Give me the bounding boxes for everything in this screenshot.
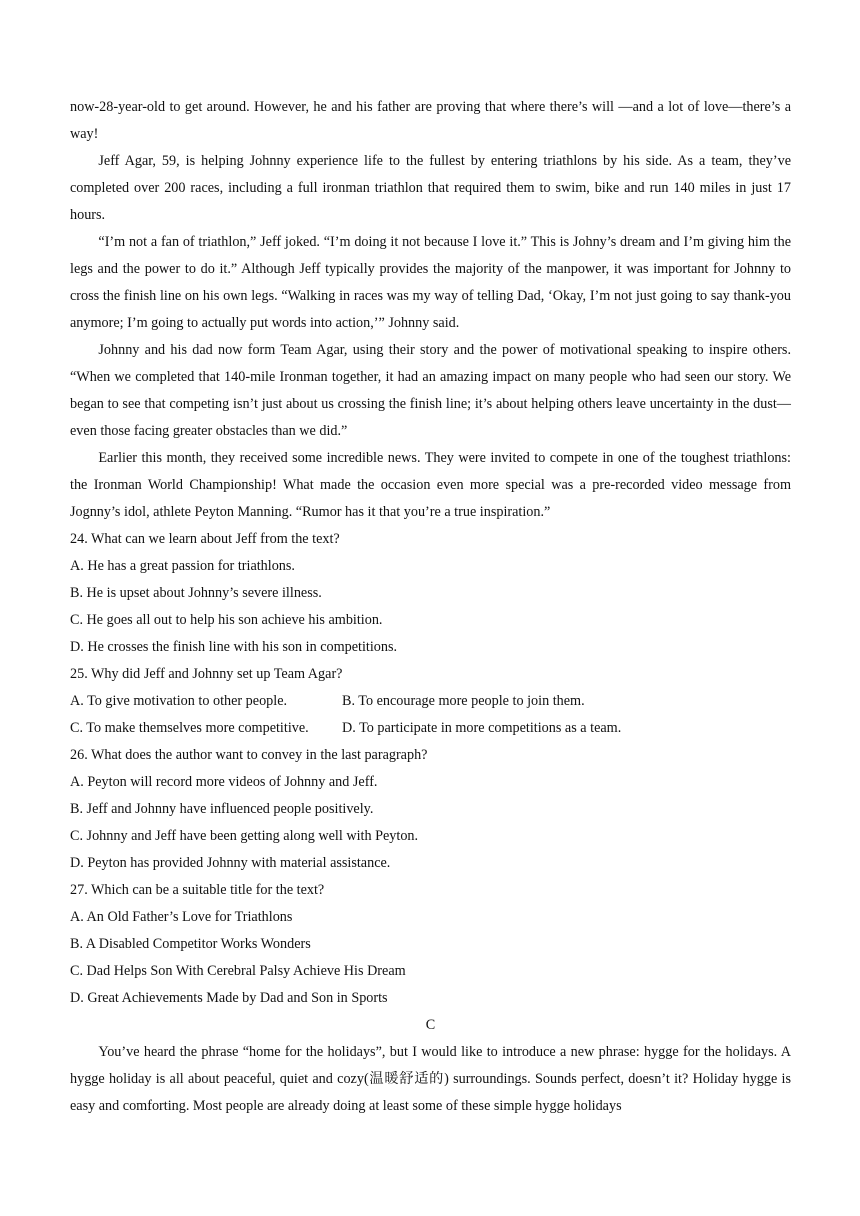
passage-b-paragraph-2: Jeff Agar, 59, is helping Johnny experience life to the fullest by entering triathlons by his side. As a team, they’ve completed over 200 races, including a full ironman triathlon that required them to swim, bike and run 140 miles in just 17 hours. [70, 153, 791, 223]
option-a: A. He has a great passion for triathlons. [70, 558, 295, 574]
option-d: D. He crosses the finish line with his son in competitions. [70, 639, 398, 655]
option-c: C. He goes all out to help his son achieve his ambition. [70, 612, 383, 628]
document-page [70, 94, 791, 1120]
option-d: D. Great Achievements Made by Dad and Son in Sports [70, 990, 388, 1006]
question-27 [70, 877, 791, 1012]
option-c: C. Johnny and Jeff have been getting along well with Peyton. [70, 828, 419, 844]
passage-b-paragraph-5: Earlier this month, they received some incredible news. They were invited to compete in one of the toughest triathlons: the Ironman World Championship! What made the occasion even more special was a pre-recorded video message from Jognny’s idol, athlete Peyton Manning. “Rumor has it that you’re a true inspiration.” [70, 450, 791, 520]
option-b: B. To encourage more people to join them. [342, 693, 585, 709]
passage-b-paragraph-4: Johnny and his dad now form Team Agar, using their story and the power of motivational speaking to inspire others. “When we completed that 140-mile Ironman together, it had an amazing impact on many people who had seen our story. We began to see that competing isn’t just about us crossing the finish line; it’s about helping others leave uncertainty in the dust—even those facing greater obstacles than we did.” [70, 342, 791, 439]
question-24 [70, 526, 791, 661]
question-stem: 27. Which can be a suitable title for the text? [70, 882, 325, 898]
passage-b-paragraph-1: now-28-year-old to get around. However, he and his father are proving that where there’s will —and a lot of love—there’s a way! [70, 99, 791, 142]
passage-c-paragraph-1: You’ve heard the phrase “home for the holidays”, but I would like to introduce a new phrase: hygge for the holidays. A hygge holiday is all about peaceful, quiet and cozy(温暖舒适的) surroundings. Sounds perfect, doesn’t it? Holiday hygge is easy and comforting. Most people are already doing at least some of these simple hygge holidays [70, 1044, 791, 1114]
question-26 [70, 742, 791, 877]
option-row [70, 688, 791, 715]
option-b: B. A Disabled Competitor Works Wonders [70, 936, 311, 952]
question-stem: 25. Why did Jeff and Johnny set up Team Agar? [70, 666, 343, 682]
section-letter: C [425, 1017, 436, 1033]
passage-b-paragraph-3: “I’m not a fan of triathlon,” Jeff joked. “I’m doing it not because I love it.” This is Johny’s dream and I’m giving him the legs and the power to do it.” Although Jeff typically provides the majority of the manpower, it was important for Johnny to cross the finish line on his own legs. “Walking in races was my way of telling Dad, ‘Okay, I’m not just going to say thank-you anymore; I’m going to actually put words into action,’” Johnny said. [70, 234, 791, 331]
question-stem: 26. What does the author want to convey in the last paragraph? [70, 747, 428, 763]
option-a: A. To give motivation to other people. [70, 693, 288, 709]
question-25 [70, 661, 791, 742]
option-d: D. Peyton has provided Johnny with material assistance. [70, 855, 391, 871]
passage-c [70, 1012, 791, 1120]
option-b: B. Jeff and Johnny have influenced people positively. [70, 801, 374, 817]
option-d: D. To participate in more competitions as a team. [342, 720, 622, 736]
passage-b [70, 94, 791, 526]
option-c: C. To make themselves more competitive. [70, 720, 309, 736]
option-a: A. Peyton will record more videos of Johnny and Jeff. [70, 774, 378, 790]
option-row [70, 715, 791, 742]
question-stem: 24. What can we learn about Jeff from the text? [70, 531, 340, 547]
option-a: A. An Old Father’s Love for Triathlons [70, 909, 293, 925]
option-c: C. Dad Helps Son With Cerebral Palsy Achieve His Dream [70, 963, 406, 979]
option-b: B. He is upset about Johnny’s severe illness. [70, 585, 322, 601]
